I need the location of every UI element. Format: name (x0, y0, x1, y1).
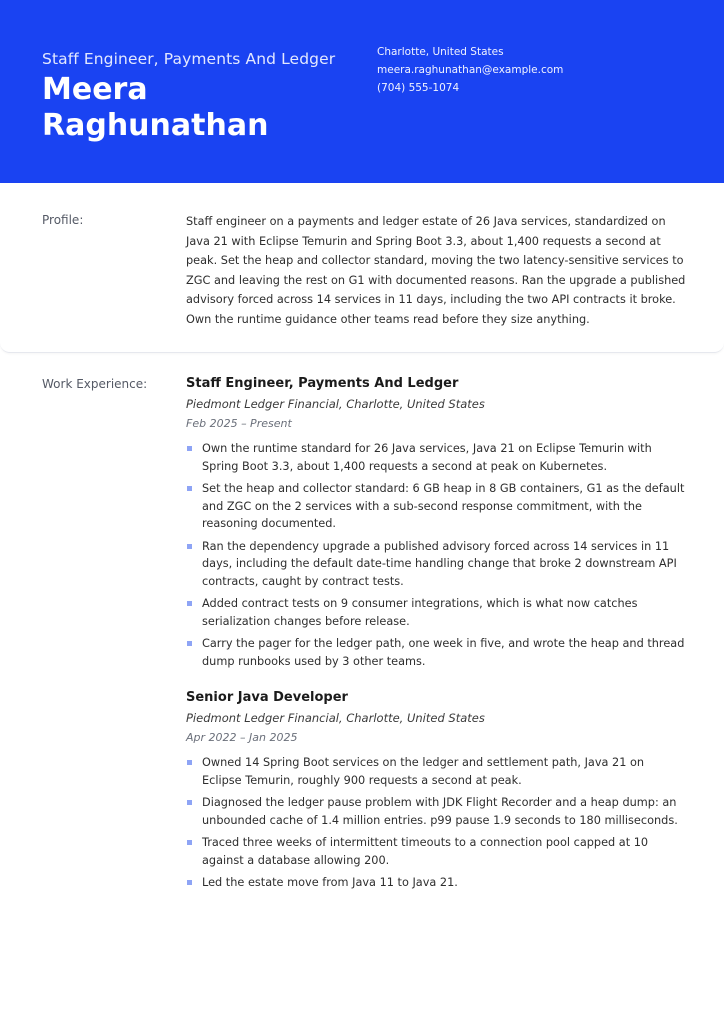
job-role-title: Staff Engineer, Payments And Ledger (42, 50, 336, 68)
profile-text: Staff engineer on a payments and ledger estate of 26 Java services, standardized on Java 21 with Eclipse Temurin and Spring Boot 3.3, about 1,400 requests a second at peak. Set the heap and collector standard, moving the two latency-sensitive services to ZGC and leaving the rest on G1 with documented reasons. Ran the upgrade a published advisory forced across 14 services in 11 days, including the two API contracts it broke. Own the runtime guidance other teams read before they size anything. (186, 215, 686, 326)
bullet-text: Traced three weeks of intermittent timeouts to a connection pool capped at 10 against a database allowing 200. (202, 836, 649, 867)
bullet-item (186, 538, 686, 591)
bullet-item (186, 794, 686, 829)
contact-info (377, 43, 563, 97)
bullet-square-icon (187, 880, 192, 885)
job-bullets (186, 754, 686, 892)
email-link[interactable]: meera.raghunathan@example.com (377, 64, 564, 76)
bullet-item (186, 595, 686, 630)
bullet-text: Led the estate move from Java 11 to Java 21. (202, 876, 458, 889)
job-company: Piedmont Ledger Financial, Charlotte, United States (186, 397, 485, 411)
profile-label: Profile: (42, 213, 84, 227)
bullet-square-icon (187, 486, 192, 491)
bullet-text: Owned 14 Spring Boot services on the ledger and settlement path, Java 21 on Eclipse Temurin, roughly 900 requests a second at peak. (202, 756, 645, 787)
bullet-item (186, 834, 686, 869)
bullet-square-icon (187, 800, 192, 805)
bullet-square-icon (187, 760, 192, 765)
work-experience-label: Work Experience: (42, 377, 148, 391)
bullet-text: Diagnosed the ledger pause problem with JDK Flight Recorder and a heap dump: an unbounded cache of 1.4 million entries. p99 pause 1.9 seconds to 180 milliseconds. (202, 796, 678, 827)
job-dates: Apr 2022 – Jan 2025 (186, 731, 298, 744)
profile-section (0, 183, 724, 353)
bullet-square-icon (187, 840, 192, 845)
bullet-square-icon (187, 544, 192, 549)
bullet-square-icon (187, 446, 192, 451)
job-title: Senior Java Developer (186, 690, 348, 705)
bullet-square-icon (187, 601, 192, 606)
job-dates: Feb 2025 – Present (186, 417, 292, 430)
bullet-item (186, 440, 686, 475)
bullet-item (186, 874, 686, 892)
bullet-text: Set the heap and collector standard: 6 GB heap in 8 GB containers, G1 as the default and ZGC on the 2 services with a sub-second response commitment, with the reasoning documented. (202, 482, 685, 530)
bullet-square-icon (187, 641, 192, 646)
job-entry (186, 374, 686, 675)
job-entry (186, 688, 686, 897)
bullet-item (186, 754, 686, 789)
location-text: Charlotte, United States (377, 46, 504, 58)
candidate-name: Meera Raghunathan (42, 72, 269, 143)
phone-text: (704) 555-1074 (377, 82, 460, 94)
bullet-text: Added contract tests on 9 consumer integrations, which is what now catches serialization changes before release. (202, 597, 638, 628)
bullet-text: Ran the dependency upgrade a published advisory forced across 14 services in 11 days, including the default date-time handling change that broke 2 downstream API contracts, caught by contract tests. (202, 539, 677, 588)
bullet-text: Carry the pager for the ledger path, one week in five, and wrote the heap and thread dump runbooks used by 3 other teams. (202, 637, 685, 668)
bullet-text: Own the runtime standard for 26 Java services, Java 21 on Eclipse Temurin with Spring Boot 3.3, about 1,400 requests a second at peak on Kubernetes. (202, 442, 652, 473)
job-title: Staff Engineer, Payments And Ledger (186, 376, 459, 391)
bullet-item (186, 635, 686, 670)
job-company: Piedmont Ledger Financial, Charlotte, United States (186, 711, 485, 725)
job-bullets (186, 440, 686, 670)
resume-header (0, 0, 724, 183)
bullet-item (186, 480, 686, 533)
